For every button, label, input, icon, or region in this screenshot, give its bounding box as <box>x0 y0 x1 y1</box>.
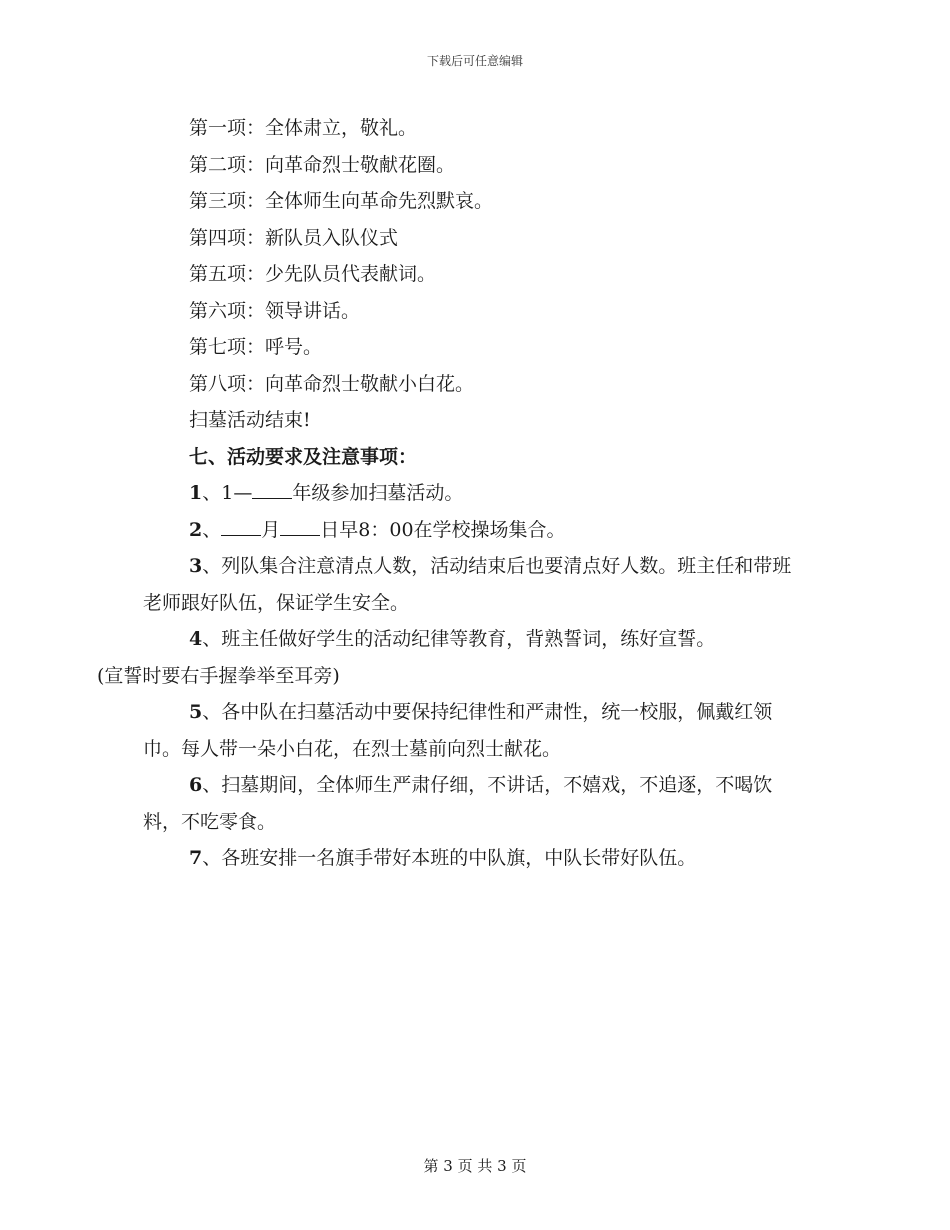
month-blank <box>221 517 261 536</box>
program-item-3: 第三项：全体师生向革命先烈默哀。 <box>189 190 494 212</box>
requirement-3 <box>143 548 807 621</box>
requirement-5 <box>143 694 807 767</box>
requirement-1-suffix: 年级参加扫墓活动。 <box>292 482 464 504</box>
requirement-3-number: 3 <box>189 555 203 577</box>
day-blank <box>280 517 320 536</box>
program-end: 扫墓活动结束! <box>189 409 311 431</box>
section-7-title: 七、活动要求及注意事项： <box>189 445 418 468</box>
requirement-4-note: (宣誓时要右手握拳举至耳旁) <box>97 664 340 687</box>
requirement-4 <box>97 621 807 694</box>
requirement-7-number: 7 <box>189 847 203 869</box>
requirement-4-text: 、班主任做好学生的活动纪律等教育，背熟誓词，练好宣誓。 <box>202 628 716 650</box>
requirement-2 <box>143 512 807 549</box>
requirement-3-text: 、列队集合注意清点人数，活动结束后也要清点好人数。班主任和带班老师跟好队伍，保证学生安全。 <box>143 555 792 614</box>
requirement-1 <box>143 475 807 512</box>
requirement-1-number: 1 <box>189 482 203 504</box>
requirement-1-prefix: 、1— <box>202 482 253 504</box>
program-item-6: 第六项：领导讲话。 <box>189 299 361 322</box>
requirement-2-prefix: 、 <box>202 518 222 541</box>
program-item-1: 第一项：全体肃立，敬礼。 <box>189 117 418 139</box>
requirement-5-text: 、各中队在扫墓活动中要保持纪律性和严肃性，统一校服，佩戴红领巾。每人带一朵小白花，在烈士墓前向烈士献花。 <box>143 701 773 760</box>
program-item-2: 第二项：向革命烈士敬献花圈。 <box>189 153 456 176</box>
requirement-6-number: 6 <box>189 774 203 796</box>
requirement-6 <box>143 767 807 840</box>
program-item-4: 第四项：新队员入队仪式 <box>189 226 399 249</box>
requirement-2-suffix: 日早8：00在学校操场集合。 <box>320 518 566 541</box>
requirement-5-number: 5 <box>189 701 203 723</box>
requirement-2-number: 2 <box>189 518 203 541</box>
program-item-5: 第五项：少先队员代表献词。 <box>189 263 437 285</box>
requirement-7-text: 、各班安排一名旗手带好本班的中队旗，中队长带好队伍。 <box>202 847 697 869</box>
program-item-7: 第七项：呼号。 <box>189 336 323 358</box>
page-footer-number: 第 3 页 共 3 页 <box>423 1157 527 1175</box>
document-body <box>97 110 807 877</box>
requirement-6-text: 、扫墓期间，全体师生严肃仔细，不讲话，不嬉戏，不追逐，不喝饮料，不吃零食。 <box>143 774 773 833</box>
requirement-2-month: 月 <box>261 518 281 541</box>
program-item-8: 第八项：向革命烈士敬献小白花。 <box>189 372 475 395</box>
requirement-7 <box>143 840 807 877</box>
grade-blank <box>252 480 292 499</box>
page-header-note: 下载后可任意编辑 <box>426 54 523 68</box>
requirement-4-number: 4 <box>189 628 203 650</box>
